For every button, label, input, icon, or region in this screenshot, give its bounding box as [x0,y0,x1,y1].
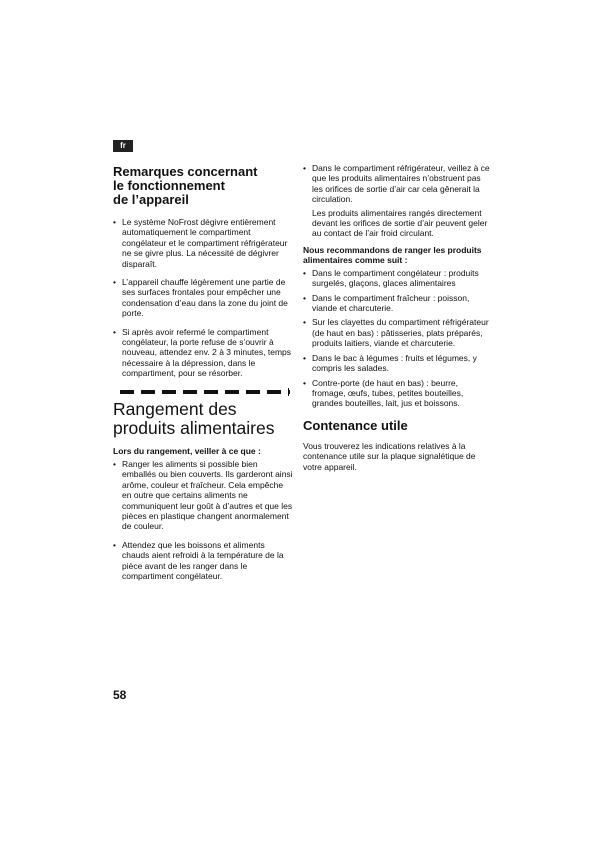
storage-lead: Lors du rangement, veiller à ce que : [113,446,261,456]
heading-line: le fonctionnement [113,178,225,193]
list-item: • L’appareil chauffe légèrement une partie de ses surfaces frontales pour empêcher une condensation d’eau dans la zone du joint de porte. [113,277,293,319]
cold-air-note: Les produits alimentaires rangés directement devant les orifices de sortie d’air peuvent geler au contact de l’air froid circulant. [312,207,488,239]
list-item: • Contre-porte (de haut en bas) : beurre, fromage, œufs, tubes, petites bouteilles, grandes bouteilles, lait, jus et boissons. [303,378,493,409]
heading-line: Remarques concernant [113,164,258,179]
list-item: • Ranger les aliments si possible bien emballés ou bien couverts. Ils garderont ainsi arôme, couleur et fraîcheur. Cela empêche en outre que certains aliments ne communiquent leur goût à d’autres et que les pièces en plastique changent anormalement de couleur. [113,459,293,532]
fridge-list [303,163,493,205]
list-item: • Sur les clayettes du compartiment réfrigérateur (de haut en bas) : pâtisseries, plats préparés, produits laitiers, viande et charcuterie. [303,317,493,348]
list-item: • Le système NoFrost dégivre entièrement automatiquement le compartiment congélateur et le compartiment réfrigérateur ne se givre plus. La nécessité de dégivrer disparaît. [113,217,293,269]
divider-end-mark [288,388,289,396]
heading-line: de l’appareil [113,192,189,207]
heading-line: produits alimentaires [113,418,275,438]
storage-list [113,459,293,581]
capacity-text: Vous trouverez les indications relatives à la contenance utile sur la plaque signalétique de votre appareil. [303,440,476,472]
recommend-lead: Nous recommandons de ranger les produits alimentaires comme suit : [303,244,482,265]
heading-line: Rangement des [113,399,237,419]
storage-heading [113,400,293,438]
language-tag: fr [113,140,133,152]
right-column [303,163,493,472]
list-item: • Dans le compartiment fraîcheur : poisson, viande et charcuterie. [303,293,493,314]
recommend-list [303,268,493,409]
section-divider [120,390,290,394]
left-column [113,165,293,387]
list-item: • Si après avoir refermé le compartiment congélateur, la porte refuse de s’ouvrir à nouveau, attendez env. 2 à 3 minutes, temps nécessaire à la dépression, dans le compartiment, pour se résorber. [113,327,293,379]
operation-notes-heading [113,165,293,207]
page-number: 58 [113,688,127,702]
capacity-heading: Contenance utile [303,417,408,433]
list-item: • Attendez que les boissons et aliments chauds aient refroidi à la température de la pièce avant de les ranger dans le compartiment congélateur. [113,540,293,582]
list-item: • Dans le compartiment congélateur : produits surgelés, glaçons, glaces alimentaires [303,268,493,289]
list-item: • Dans le bac à légumes : fruits et légumes, y compris les salades. [303,353,493,374]
list-item: • Dans le compartiment réfrigérateur, veillez à ce que les produits alimentaires n’obstruent pas les orifices de sortie d’air car cela gênerait la circulation. [303,163,493,205]
storage-section [113,400,293,589]
operation-notes-list [113,217,293,379]
